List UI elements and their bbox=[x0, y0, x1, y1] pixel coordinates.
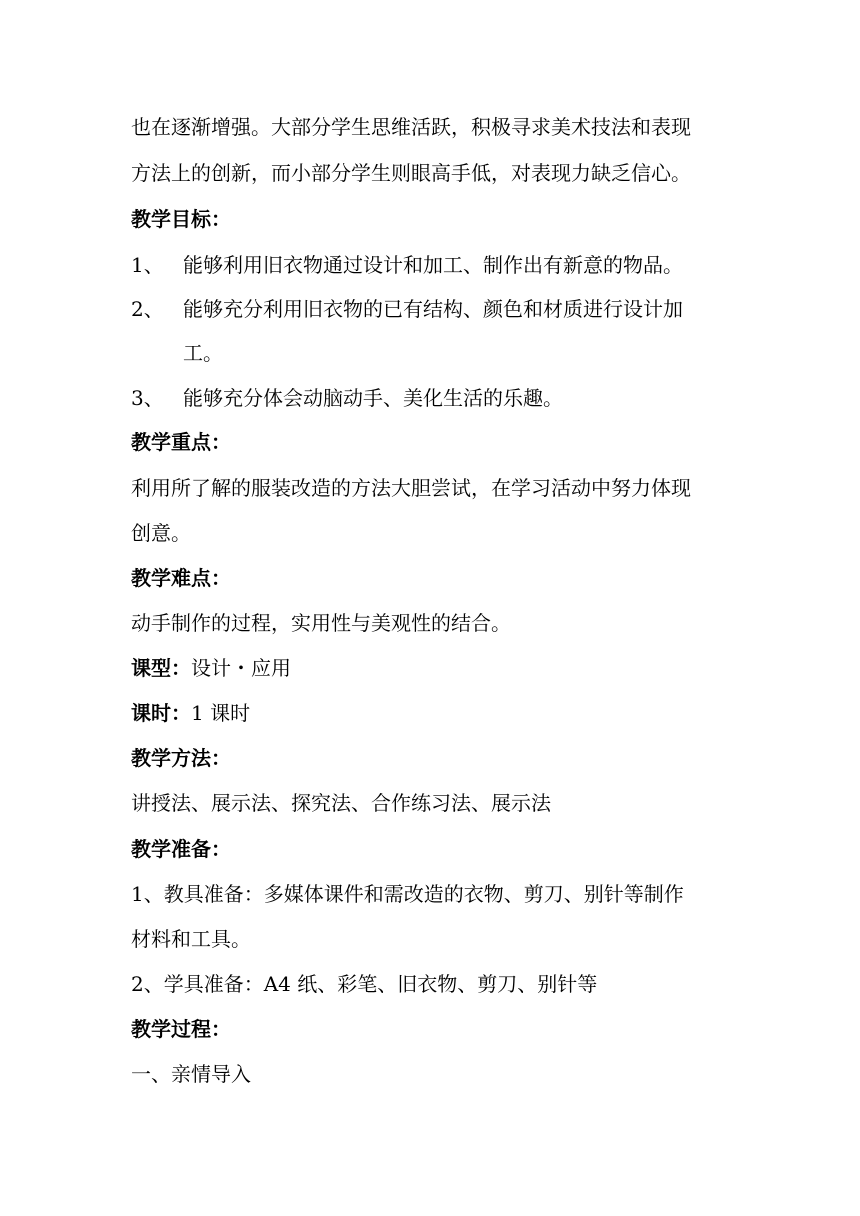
objective-3-text: 能够充分体会动脑动手、美化生活的乐趣。 bbox=[183, 386, 563, 410]
preparation-heading: 教学准备： bbox=[131, 837, 231, 861]
preparation-line-2: 材料和工具。 bbox=[131, 927, 251, 951]
process-line-1: 一、亲情导入 bbox=[131, 1062, 251, 1086]
methods-heading: 教学方法： bbox=[131, 746, 231, 770]
objectives-heading: 教学目标： bbox=[131, 207, 231, 231]
key-points-line-1: 利用所了解的服装改造的方法大胆尝试，在学习活动中努力体现 bbox=[131, 476, 691, 500]
lesson-type bbox=[131, 655, 291, 681]
objective-1-text: 能够利用旧衣物通过设计和加工、制作出有新意的物品。 bbox=[183, 253, 683, 277]
intro-line-2: 方法上的创新，而小部分学生则眼高手低，对表现力缺乏信心。 bbox=[131, 161, 691, 185]
preparation-line-1: 1、教具准备：多媒体课件和需改造的衣物、剪刀、别针等制作 bbox=[131, 882, 684, 906]
difficulties-line-1: 动手制作的过程，实用性与美观性的结合。 bbox=[131, 611, 511, 635]
lesson-hours bbox=[131, 700, 250, 726]
lesson-hours-value: 1 课时 bbox=[191, 701, 251, 725]
difficulties-heading: 教学难点： bbox=[131, 566, 231, 590]
lesson-type-value: 设计・应用 bbox=[191, 656, 291, 680]
intro-line-1: 也在逐渐增强。大部分学生思维活跃，积极寻求美术技法和表现 bbox=[131, 115, 691, 139]
key-points-line-2: 创意。 bbox=[131, 521, 191, 545]
objective-2-text-cont: 工。 bbox=[183, 341, 223, 365]
objective-1-number: 1、 bbox=[131, 253, 164, 277]
objective-2-number: 2、 bbox=[131, 297, 164, 321]
lesson-hours-label: 课时： bbox=[131, 701, 191, 725]
objective-2-text: 能够充分利用旧衣物的已有结构、颜色和材质进行设计加 bbox=[183, 297, 683, 321]
key-points-heading: 教学重点： bbox=[131, 430, 231, 454]
preparation-line-3: 2、学具准备：A4 纸、彩笔、旧衣物、剪刀、别针等 bbox=[131, 972, 598, 996]
process-heading: 教学过程： bbox=[131, 1017, 231, 1041]
methods-line-1: 讲授法、展示法、探究法、合作练习法、展示法 bbox=[131, 791, 551, 815]
lesson-type-label: 课型： bbox=[131, 656, 191, 680]
objective-3-number: 3、 bbox=[131, 386, 164, 410]
